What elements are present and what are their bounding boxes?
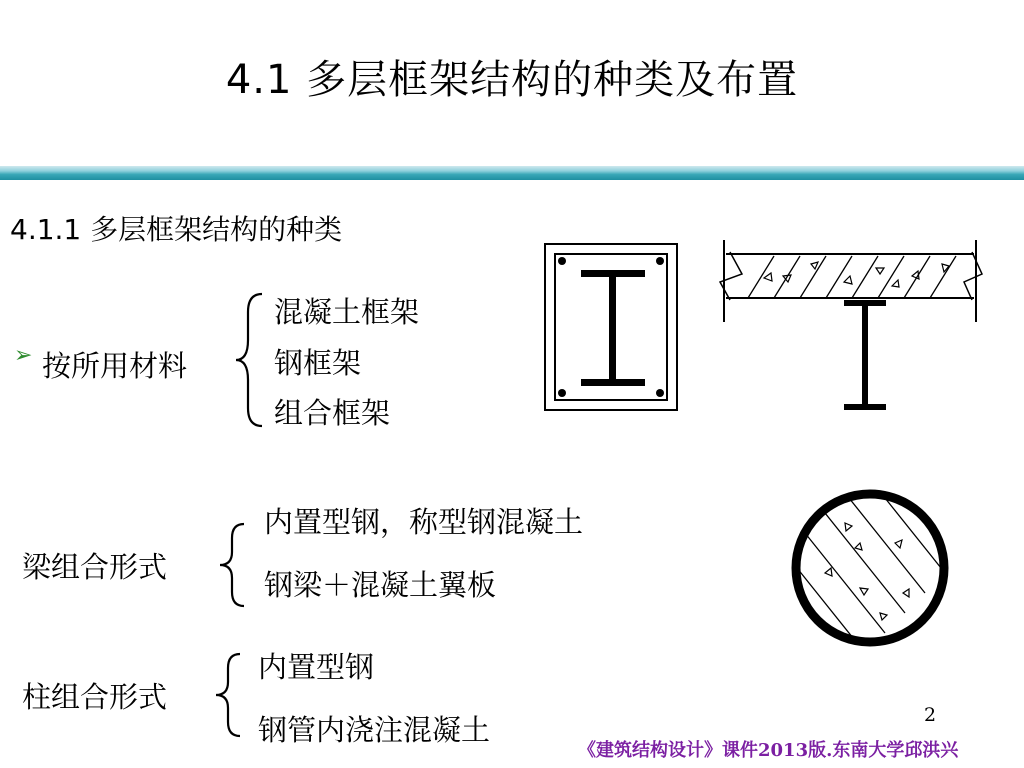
encased-steel-section-icon (543, 242, 683, 412)
column-brace (210, 650, 250, 740)
concrete-filled-tube-icon (785, 483, 955, 653)
material-label: 按所用材料 (42, 349, 188, 383)
composite-beam-section-icon (716, 238, 986, 418)
column-label: 柱组合形式 (22, 680, 168, 714)
beam-label: 梁组合形式 (22, 550, 168, 584)
footer-credit: 《建筑结构设计》课件2013版.东南大学邱洪兴 (578, 740, 959, 761)
section-heading: 4.1.1 多层框架结构的种类 (10, 213, 343, 246)
beam-item-steel-deck: 钢梁＋混凝土翼板 (264, 568, 497, 602)
slide-title: 4.1 多层框架结构的种类及布置 (225, 57, 799, 103)
material-item-composite: 组合框架 (274, 396, 391, 430)
page-number: 2 (924, 704, 937, 726)
material-item-concrete: 混凝土框架 (274, 295, 420, 329)
column-item-encased: 内置型钢 (258, 650, 375, 684)
beam-item-encased: 内置型钢，称型钢混凝土 (264, 505, 584, 539)
triangle-bullet-icon: ➢ (14, 343, 33, 368)
column-item-filled-tube: 钢管内浇注混凝土 (258, 713, 491, 747)
beam-brace (214, 520, 254, 610)
material-item-steel: 钢框架 (274, 346, 362, 380)
title-divider-band (0, 166, 1024, 180)
material-brace (232, 290, 272, 430)
